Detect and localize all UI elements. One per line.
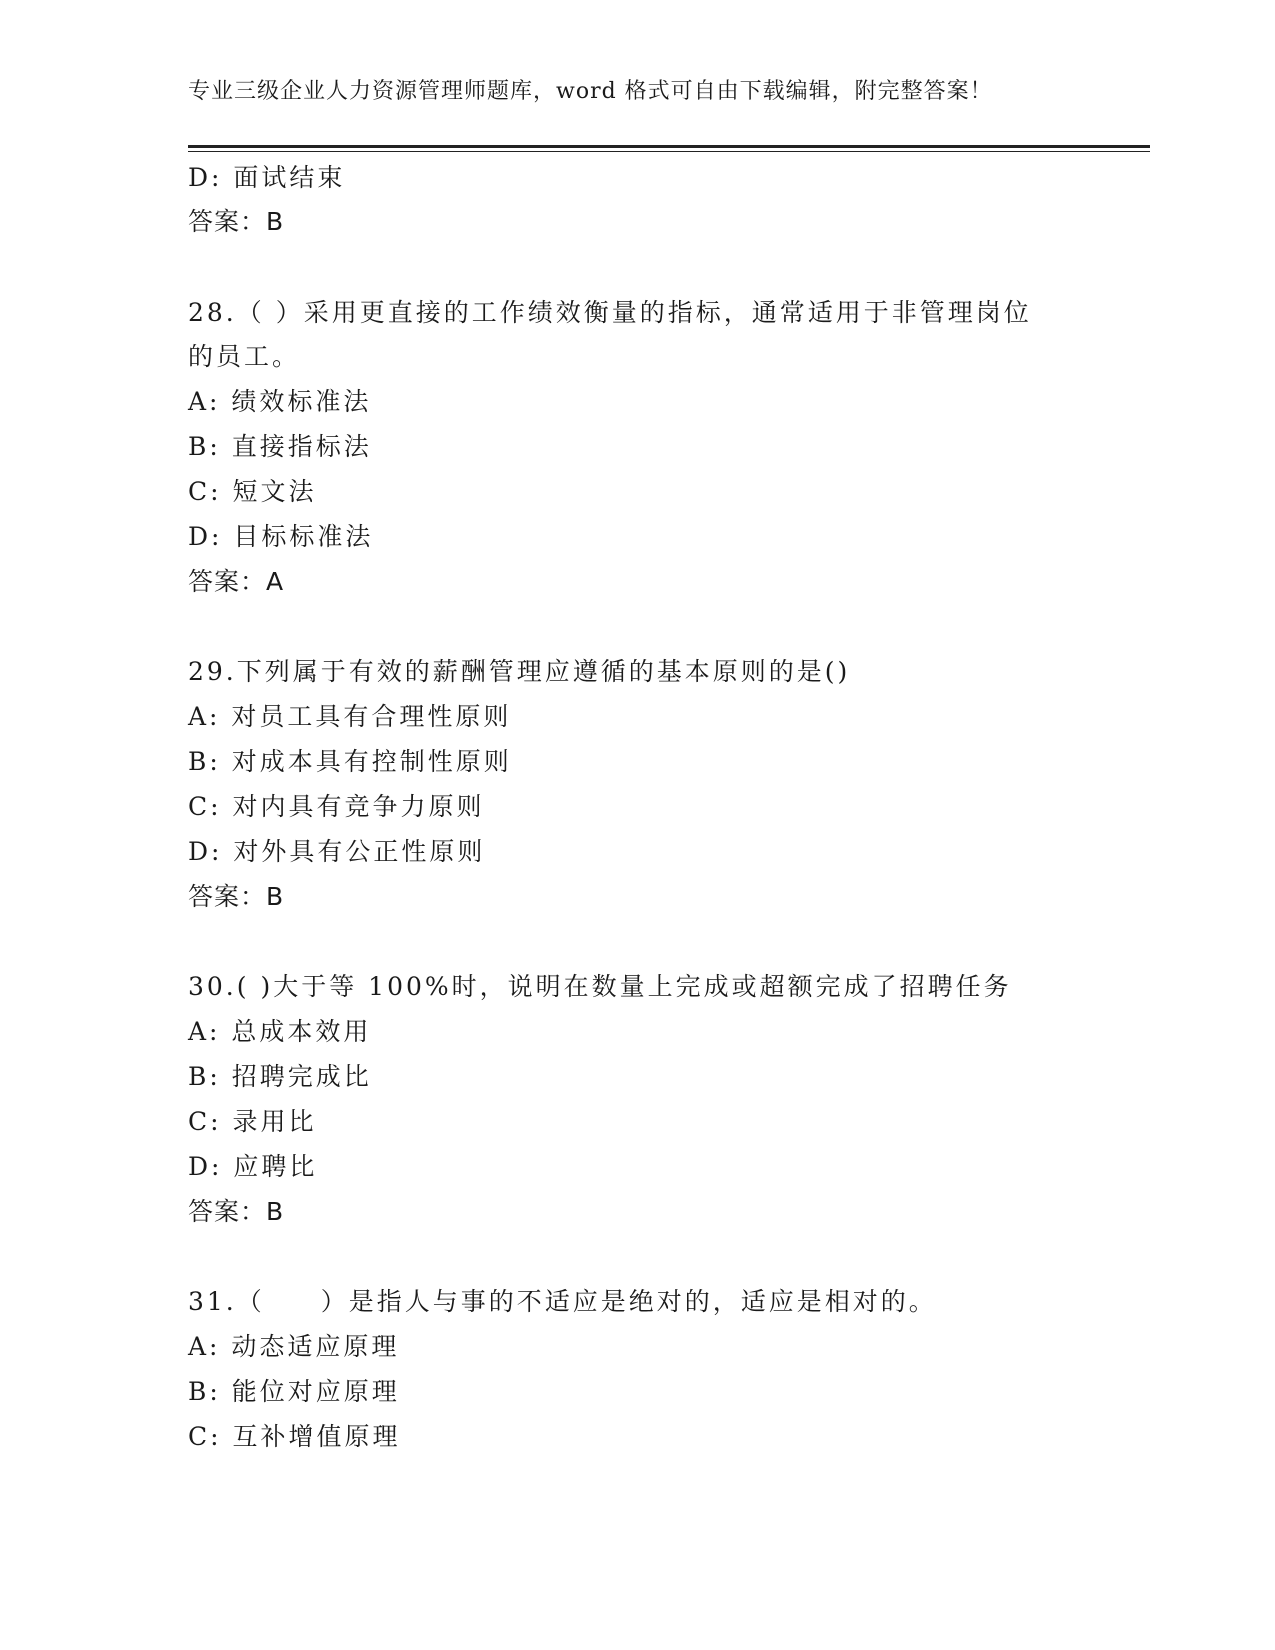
option-c: C: 录用比 (188, 1107, 317, 1136)
option-b: B: 对成本具有控制性原则 (188, 747, 512, 776)
question-28-cont: 的员工。 (188, 342, 301, 371)
option-a: A: 绩效标准法 (188, 387, 372, 416)
answer: 答案：A (188, 567, 285, 596)
option-b: B: 直接指标法 (188, 432, 372, 461)
question-28: 28.（ ）采用更直接的工作绩效衡量的指标，通常适用于非管理岗位 (188, 298, 1032, 327)
answer: 答案：B (188, 207, 285, 236)
answer: 答案：B (188, 882, 285, 911)
question-29: 29.下列属于有效的薪酬管理应遵循的基本原则的是() (188, 657, 851, 686)
option-c: C: 对内具有竞争力原则 (188, 792, 485, 821)
answer: 答案：B (188, 1197, 285, 1226)
option-b: B: 招聘完成比 (188, 1062, 372, 1091)
question-31: 31.（ ）是指人与事的不适应是绝对的，适应是相对的。 (188, 1287, 937, 1316)
header-divider-thin (188, 151, 1150, 152)
option-a: A: 动态适应原理 (188, 1332, 400, 1361)
option-d: D: 目标标准法 (188, 522, 374, 551)
question-30: 30.( )大于等 100%时，说明在数量上完成或超额完成了招聘任务 (188, 972, 1012, 1001)
option-d: D: 对外具有公正性原则 (188, 837, 486, 866)
option-b: B: 能位对应原理 (188, 1377, 400, 1406)
option-d: D: 应聘比 (188, 1152, 318, 1181)
option-a: A: 总成本效用 (188, 1017, 372, 1046)
page-header: 专业三级企业人力资源管理师题库，word 格式可自由下载编辑，附完整答案！ (188, 79, 993, 104)
header-divider (188, 145, 1150, 148)
option-a: A: 对员工具有合理性原则 (188, 702, 512, 731)
option-c: C: 短文法 (188, 477, 317, 506)
option-d: D: 面试结束 (188, 163, 346, 192)
option-c: C: 互补增值原理 (188, 1422, 401, 1451)
